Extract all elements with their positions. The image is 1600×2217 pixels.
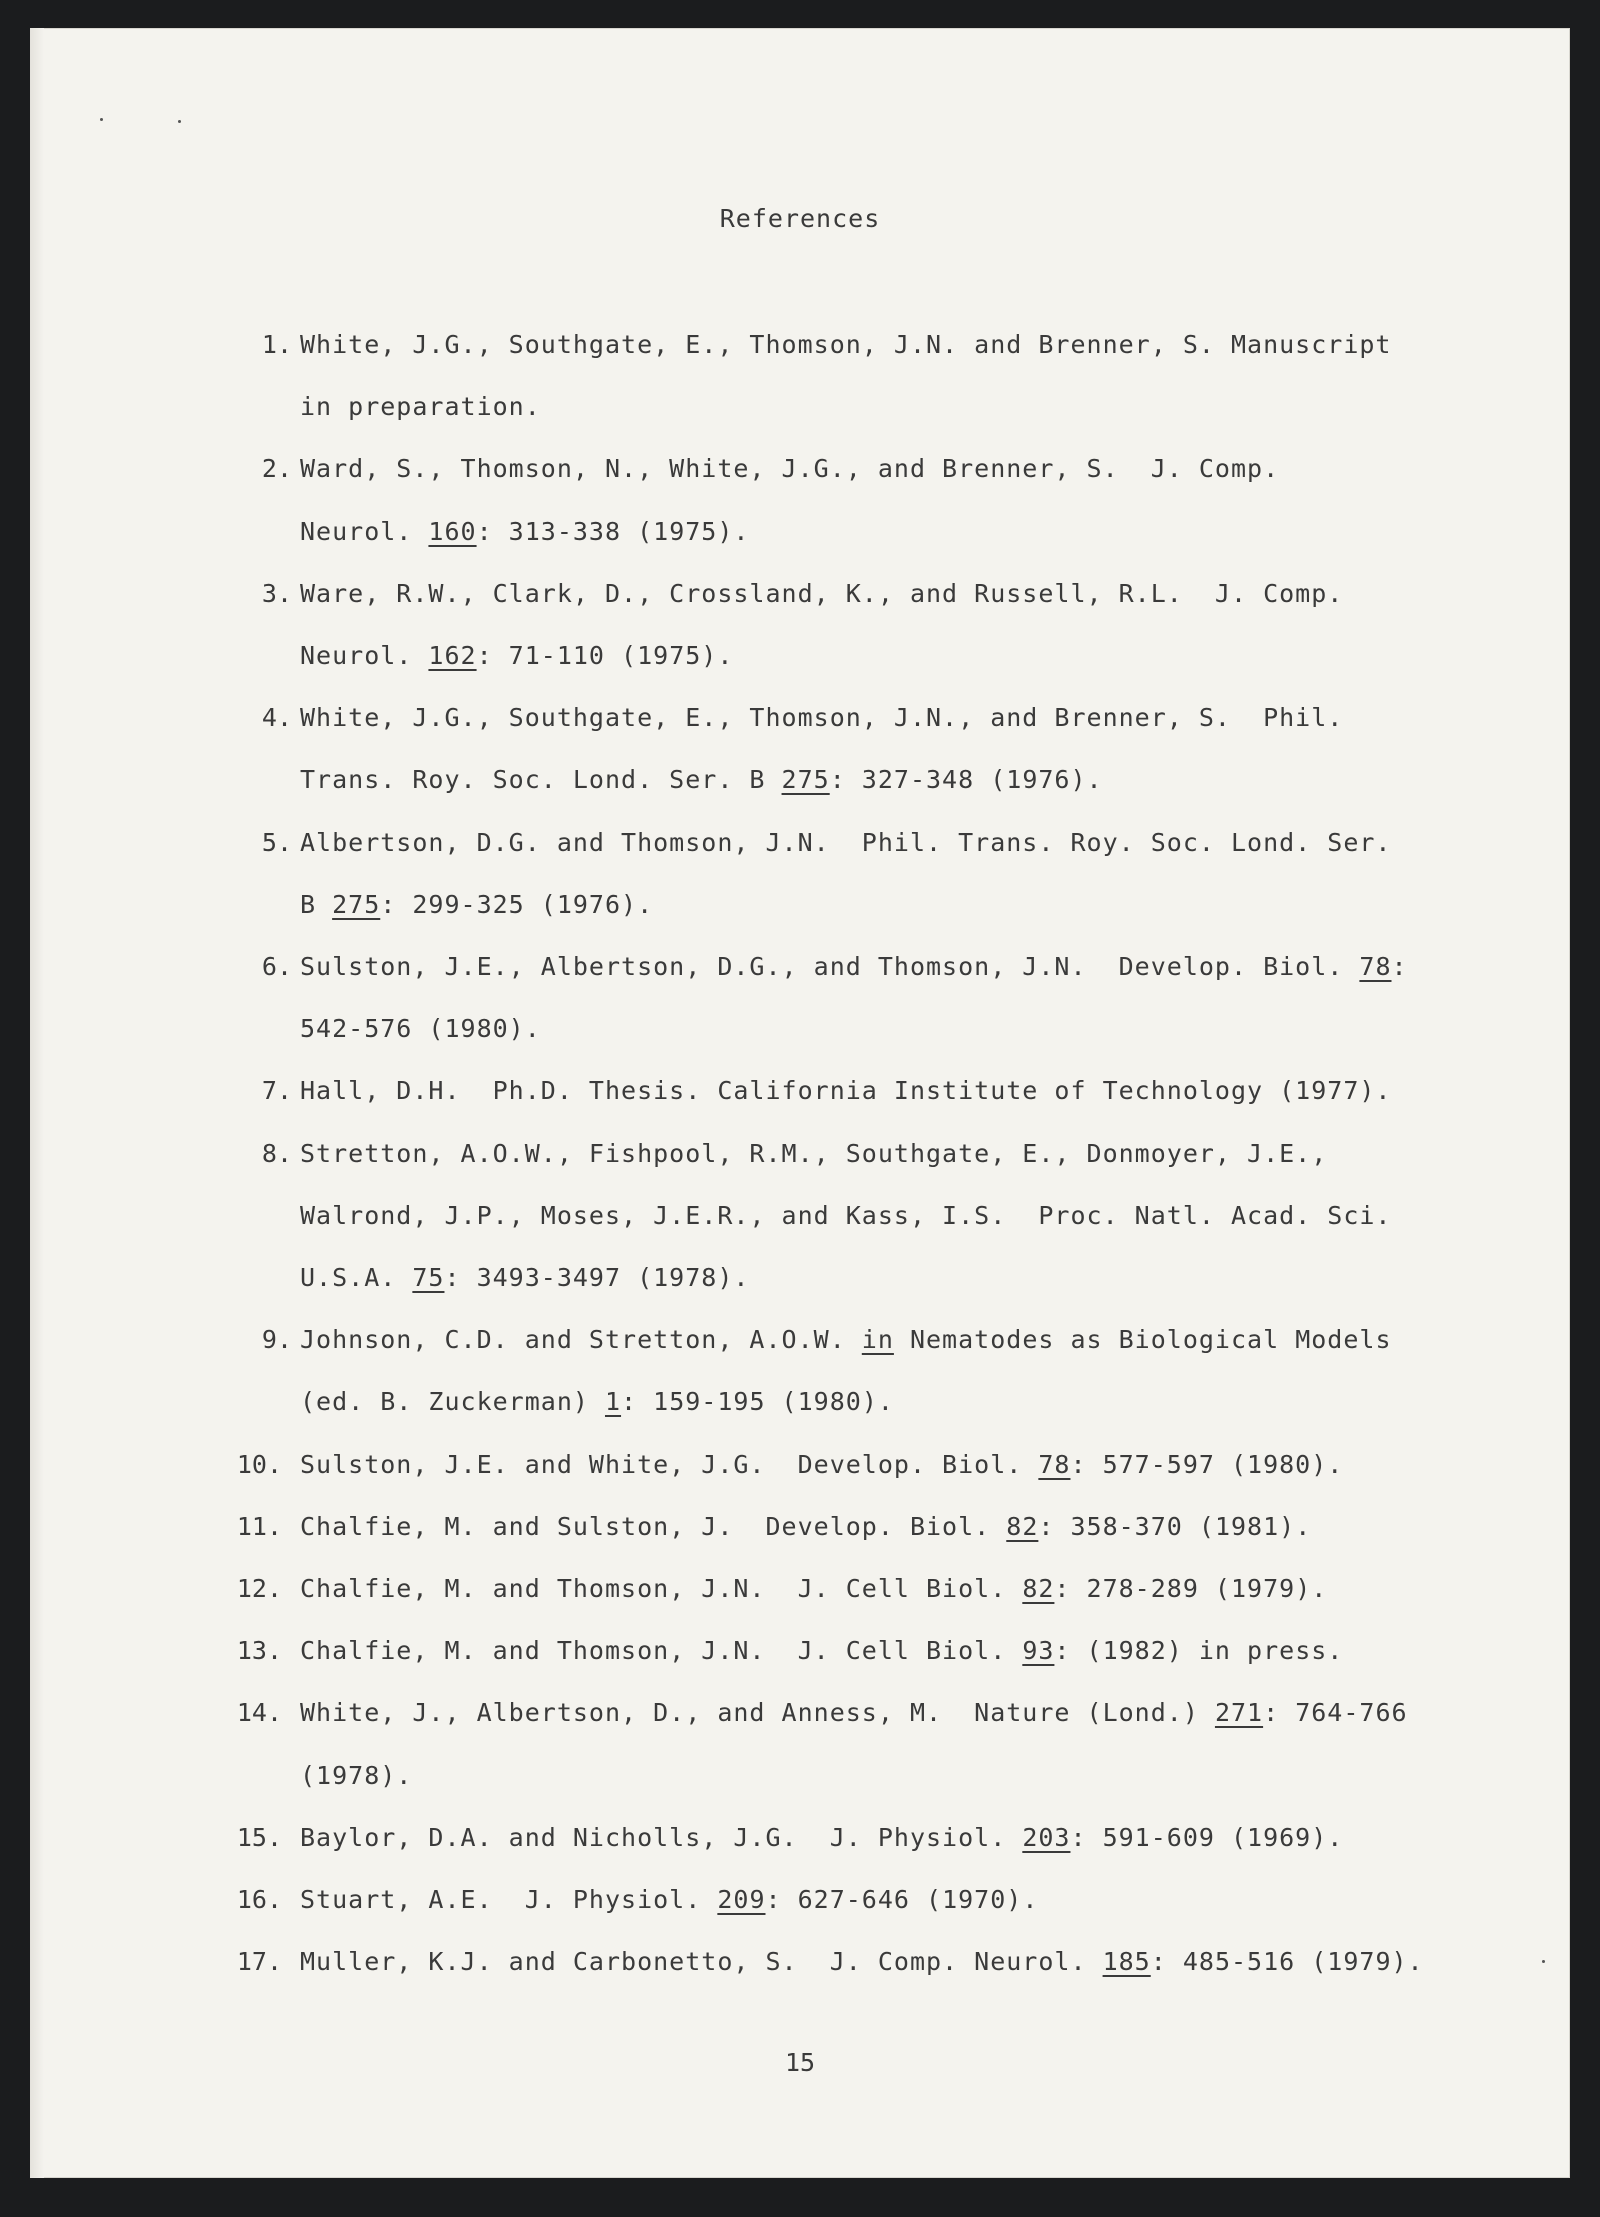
citation-text: Albertson, D.G. and Thomson, J.N. Phil. Trans. Roy. Soc. Lond. Ser. (300, 827, 1392, 857)
volume-number: 275 (781, 765, 830, 795)
volume-number: 78 (1359, 952, 1392, 981)
reference-number: 10. (236, 1449, 282, 1479)
citation-text: Neurol. (300, 641, 429, 670)
citation-text: : 591-609 (1969). (1070, 1822, 1344, 1852)
citation-text: : 577-597 (1980). (1070, 1449, 1344, 1479)
reference-number: 16. (236, 1885, 282, 1914)
citation-text: White, J.G., Southgate, E., Thomson, J.N., and Brenner, S. Phil. (300, 703, 1344, 733)
reference-number: 14. (236, 1698, 282, 1728)
volume-number: 271 (1214, 1698, 1264, 1728)
reference-text-line (300, 1139, 1327, 1168)
citation-text: Walrond, J.P., Moses, J.E.R., and Kass, I.S. Proc. Natl. Acad. Sci. (300, 1200, 1392, 1230)
citation-text: : 71-110 (1975). (476, 641, 734, 670)
citation-text: 542-576 (1980). (300, 1014, 541, 1044)
reference-text-line (300, 1387, 894, 1416)
reference-text-line (300, 765, 1103, 794)
volume-number: 160 (428, 516, 477, 546)
reference-text-line (300, 1761, 412, 1790)
citation-text: White, J.G., Southgate, E., Thomson, J.N. and Brenner, S. Manuscript (300, 330, 1392, 359)
reference-text-line (300, 1076, 1392, 1105)
document-page (30, 28, 1570, 2178)
citation-text: Muller, K.J. and Carbonetto, S. J. Comp. Neurol. (300, 1947, 1103, 1977)
citation-text: Johnson, C.D. and Stretton, A.O.W. (300, 1325, 862, 1355)
reference-number: 3. (261, 578, 292, 608)
reference-text-line (300, 1574, 1327, 1603)
reference-text-line (300, 579, 1343, 608)
reference-text-line (300, 330, 1392, 359)
citation-text: B (300, 889, 333, 919)
citation-text: in preparation. (300, 392, 541, 422)
reference-text-line (300, 828, 1392, 857)
reference-text-line (300, 1947, 1424, 1976)
citation-text: Baylor, D.A. and Nicholls, J.G. J. Physiol. (300, 1822, 1023, 1852)
citation-text: : 159-195 (1980). (621, 1387, 894, 1417)
citation-text: : 358-370 (1981). (1038, 1511, 1312, 1541)
reference-number: 15. (236, 1822, 282, 1852)
citation-text: : 299-325 (1976). (380, 889, 654, 919)
reference-text-line (300, 1698, 1408, 1727)
reference-number: 2. (261, 454, 292, 484)
volume-number: 93 (1022, 1636, 1055, 1666)
reference-text-line (300, 703, 1343, 732)
citation-text: : 764-766 (1263, 1698, 1408, 1728)
citation-text: (ed. B. Zuckerman) (300, 1387, 605, 1417)
page-number: 15 (784, 2048, 816, 2077)
volume-number: 75 (412, 1263, 445, 1292)
citation-text: Sulston, J.E., Albertson, D.G., and Thomson, J.N. Develop. Biol. (300, 952, 1360, 981)
reference-number: 9. (261, 1325, 292, 1355)
citation-text: Sulston, J.E. and White, J.G. Develop. Biol. (300, 1449, 1039, 1479)
citation-text: : 485-516 (1979). (1150, 1947, 1424, 1977)
reference-text-line (300, 1263, 749, 1292)
citation-text: Neurol. (300, 516, 429, 546)
volume-number: 82 (1022, 1574, 1055, 1603)
reference-text-line (300, 952, 1408, 981)
volume-number: 82 (1006, 1511, 1039, 1541)
reference-text-line (300, 1014, 541, 1043)
reference-number: 8. (261, 1138, 292, 1168)
citation-text: Ward, S., Thomson, N., White, J.G., and Brenner, S. J. Comp. (300, 454, 1280, 484)
volume-number: 1 (604, 1387, 622, 1417)
volume-number: 203 (1022, 1822, 1071, 1852)
reference-text-line (300, 392, 541, 421)
citation-text: White, J., Albertson, D., and Anness, M. Nature (Lond.) (300, 1698, 1215, 1728)
citation-text: Chalfie, M. and Sulston, J. Develop. Biol. (300, 1511, 1007, 1541)
citation-text: : 3493-3497 (1978). (444, 1263, 750, 1292)
reference-number: 6. (261, 952, 292, 981)
citation-text: Hall, D.H. Ph.D. Thesis. California Institute of Technology (1977). (300, 1076, 1392, 1106)
citation-text: Trans. Roy. Soc. Lond. Ser. B (300, 765, 782, 795)
reference-text-line (300, 1823, 1343, 1852)
reference-text-line (300, 1512, 1311, 1541)
volume-number: 275 (332, 889, 381, 919)
citation-text: Stuart, A.E. J. Physiol. (300, 1885, 718, 1914)
reference-text-line (300, 517, 749, 546)
reference-text-line (300, 1450, 1343, 1479)
citation-text: : 327-348 (1976). (829, 765, 1103, 795)
reference-number: 5. (261, 827, 292, 857)
citation-text: Ware, R.W., Clark, D., Crossland, K., and Russell, R.L. J. Comp. (300, 578, 1344, 608)
reference-text-line (300, 641, 733, 670)
reference-list (30, 28, 1570, 2178)
citation-text: : 278-289 (1979). (1054, 1574, 1328, 1603)
citation-text: (1978). (300, 1760, 413, 1790)
reference-text-line (300, 1325, 1392, 1354)
citation-text: Chalfie, M. and Thomson, J.N. J. Cell Biol. (300, 1636, 1023, 1666)
citation-text: U.S.A. (300, 1263, 413, 1292)
citation-text: : 627-646 (1970). (765, 1885, 1039, 1914)
citation-text: : (1391, 952, 1408, 981)
citation-text: Nematodes as Biological Models (893, 1325, 1392, 1355)
volume-number: 209 (717, 1885, 766, 1914)
reference-number: 4. (261, 703, 292, 733)
volume-number: 162 (428, 641, 477, 670)
reference-text-line (300, 454, 1279, 483)
citation-text: : 313-338 (1975). (476, 516, 750, 546)
reference-number: 12. (236, 1574, 282, 1603)
volume-number: 78 (1038, 1449, 1071, 1479)
reference-number: 17. (236, 1947, 282, 1977)
reference-text-line (300, 890, 653, 919)
citation-text: Stretton, A.O.W., Fishpool, R.M., Southgate, E., Donmoyer, J.E., (300, 1138, 1328, 1168)
volume-number: in (861, 1325, 894, 1355)
reference-number: 11. (236, 1511, 282, 1541)
reference-number: 7. (261, 1076, 292, 1106)
reference-text-line (300, 1201, 1392, 1230)
citation-text: : (1982) in press. (1054, 1636, 1344, 1666)
citation-text: Chalfie, M. and Thomson, J.N. J. Cell Biol. (300, 1574, 1023, 1603)
page-title: References (719, 204, 881, 233)
reference-number: 1. (261, 330, 292, 359)
reference-number: 13. (236, 1636, 282, 1666)
volume-number: 185 (1102, 1947, 1151, 1977)
reference-text-line (300, 1636, 1343, 1665)
reference-text-line (300, 1885, 1038, 1914)
